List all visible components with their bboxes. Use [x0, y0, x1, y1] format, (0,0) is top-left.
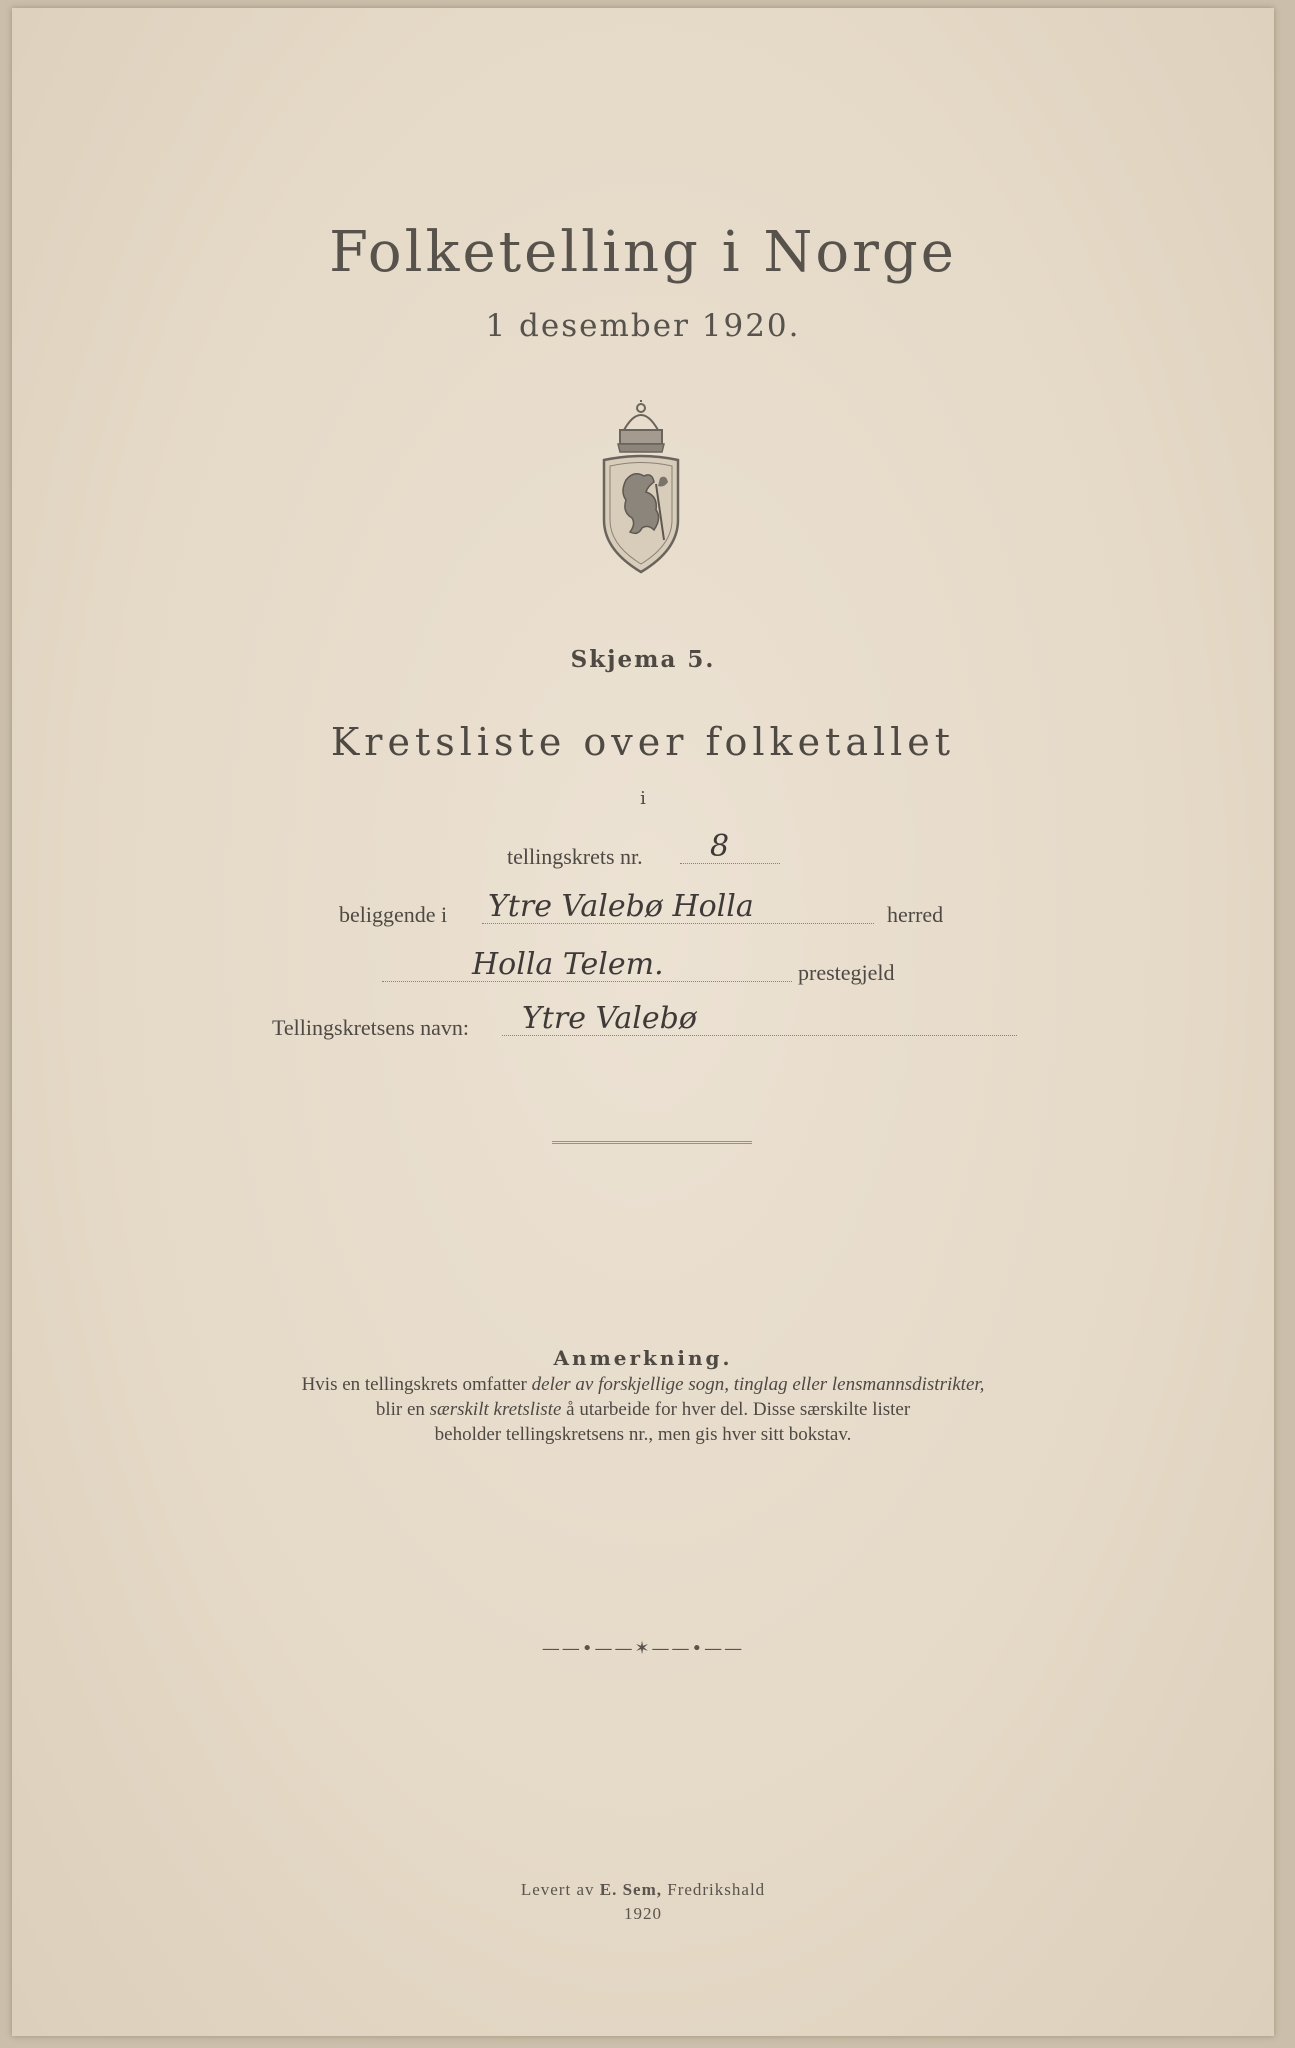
located-in-field[interactable]: Ytre Valebø Holla	[482, 892, 874, 924]
note-line-3: beholder tellingskretsens nr., men gis hver sitt bokstav.	[434, 1424, 852, 1445]
divider-rule	[552, 1141, 752, 1144]
district-number-field[interactable]: 8	[680, 832, 780, 864]
print-year: 1920	[624, 1904, 662, 1923]
printer-credit	[12, 1880, 1274, 1900]
coat-of-arms-lion-icon	[596, 400, 686, 580]
connector-word: i	[640, 788, 646, 809]
note-title: Anmerkning.	[553, 1346, 733, 1370]
district-number-label: tellingskrets nr.	[507, 844, 643, 869]
herred-label: herred	[887, 902, 944, 927]
note-line-1-emphasis: deler av forskjellige sogn, tinglag eller lensmannsdistrikter,	[531, 1374, 985, 1395]
printer-prefix: Levert av	[520, 1880, 600, 1899]
district-name-field[interactable]: Ytre Valebø	[502, 1004, 1017, 1036]
note-line-1	[12, 1374, 1274, 1396]
note-line-1-text: Hvis en tellingskrets omfatter	[301, 1374, 532, 1395]
printer-name: E. Sem,	[599, 1880, 662, 1899]
district-name-label: Tellingskretsens navn:	[272, 1015, 470, 1040]
note-line-2-text-c: å utarbeide for hver del. Disse særskilte lister	[561, 1399, 911, 1420]
note-line-2-text-a: blir en	[375, 1399, 430, 1420]
schema-label: Skjema 5.	[570, 646, 716, 673]
parish-label: prestegjeld	[798, 960, 895, 985]
document-date: 1 desember 1920.	[485, 308, 801, 344]
note-line-2-emphasis: særskilt kretsliste	[429, 1399, 562, 1420]
parish-field[interactable]: Holla Telem.	[382, 950, 792, 982]
document-title: Folketelling i Norge	[329, 220, 957, 285]
located-in-label: beliggende i	[339, 902, 448, 927]
note-line-2	[12, 1399, 1274, 1421]
form-heading: Kretsliste over folketallet	[330, 720, 956, 764]
ornament-divider: ——•——✶——•——	[541, 1638, 745, 1659]
census-form-page	[12, 8, 1274, 2036]
printer-city: Fredrikshald	[661, 1880, 766, 1899]
